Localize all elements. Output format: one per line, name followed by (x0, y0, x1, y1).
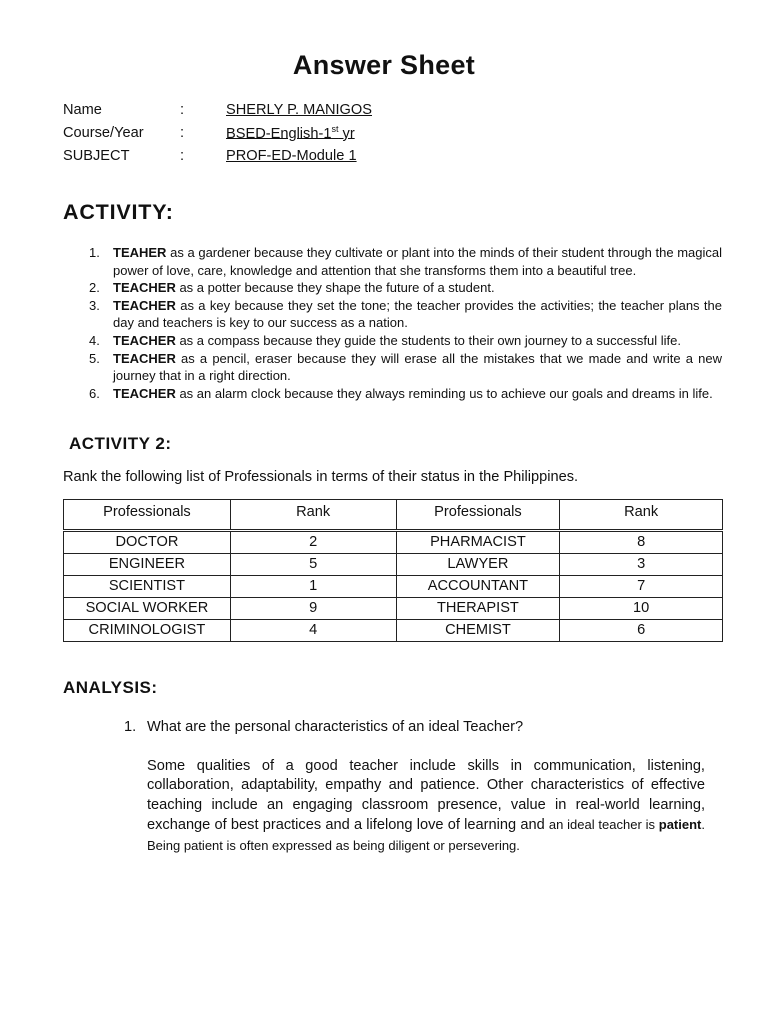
table-cell: 1 (230, 576, 396, 598)
answer-main: Some qualities of a good teacher include skills in communication, listening, collaboration, adaptability, empathy and patience. Other characteristics of effective teaching include an engaging classroom presence, value in real-world learning, exchange of best practices and a lifelong love of learning and (147, 758, 705, 834)
item-number: 3. (89, 297, 100, 313)
table-cell: 9 (230, 598, 396, 620)
item-body: as a key because they set the tone; the teacher provides the activities; the teacher plans the day and teachers is key to our success as a nation. (113, 297, 722, 331)
table-cell: 4 (230, 620, 396, 642)
activity-list (89, 244, 722, 402)
analysis-answer (147, 757, 705, 856)
table-cell: 6 (560, 620, 723, 642)
table-cell: LAWYER (396, 554, 560, 576)
item-body: as an alarm clock because they always reminding us to achieve our goals and dreams in life. (175, 385, 713, 401)
rank-table (63, 499, 723, 642)
question-text: What are the personal characteristics of an ideal Teacher? (147, 719, 524, 735)
table-cell: ACCOUNTANT (396, 576, 560, 598)
analysis-heading: ANALYSIS: (63, 678, 158, 697)
item-text (113, 385, 722, 403)
info-colon: : (180, 147, 185, 164)
item-number: 5. (89, 350, 100, 366)
item-bold: TEAHER (113, 245, 167, 260)
list-item (89, 385, 722, 403)
item-text (113, 332, 722, 350)
list-item (89, 244, 722, 279)
item-bold: TEACHER (113, 297, 176, 313)
course-text: BSED-English-1 (226, 125, 332, 142)
list-item (89, 279, 722, 297)
info-row-name (63, 98, 372, 121)
course-superscript: st (331, 123, 339, 134)
table-row (64, 598, 723, 620)
info-label: Name (63, 101, 102, 118)
answer-small-2: . Being patient is often expressed as being diligent or persevering. (147, 817, 705, 853)
item-body: as a pencil, eraser because they will erase all the mistakes that we made and write a new journey that in a right direction. (113, 350, 722, 384)
answer-small-1: an ideal teacher is (548, 817, 659, 833)
info-value-course (226, 124, 355, 142)
table-cell: 2 (230, 531, 396, 554)
question-number: 1. (124, 719, 137, 735)
table-cell: CHEMIST (396, 620, 560, 642)
list-item (89, 297, 722, 332)
item-text (113, 244, 722, 279)
item-text (113, 350, 722, 385)
table-cell: PHARMACIST (396, 531, 560, 554)
table-cell: THERAPIST (396, 598, 560, 620)
table-cell: 8 (560, 531, 723, 554)
table-cell: 7 (560, 576, 723, 598)
item-number: 6. (89, 385, 100, 401)
item-bold: TEACHER (113, 350, 176, 366)
course-suffix: yr (338, 125, 355, 142)
rank-instruction: Rank the following list of Professionals in terms of their status in the Philippines. (63, 469, 579, 485)
column-header: Professionals (396, 500, 560, 531)
answer-bold: patient (658, 817, 702, 833)
item-text (113, 279, 722, 297)
info-row-course (63, 121, 372, 144)
item-number: 4. (89, 332, 100, 348)
table-row (64, 620, 723, 642)
item-bold: TEACHER (113, 280, 176, 296)
table-row (64, 576, 723, 598)
table-cell: 3 (560, 554, 723, 576)
item-bold: TEACHER (113, 385, 176, 401)
item-body: as a potter because they shape the future of a student. (175, 280, 495, 296)
table-header-row (64, 500, 723, 531)
column-header: Professionals (64, 500, 231, 531)
item-text (113, 297, 722, 332)
info-colon: : (180, 124, 185, 141)
info-value-name: SHERLY P. MANIGOS (226, 101, 372, 118)
table-cell: 5 (230, 554, 396, 576)
student-info (63, 98, 372, 167)
list-item (89, 350, 722, 385)
info-label: Course/Year (63, 124, 144, 141)
item-body: as a gardener because they cultivate or plant into the minds of their student through the magical power of love, care, knowledge and attention that she transforms them into a beautiful tree. (113, 245, 722, 278)
item-bold: TEACHER (113, 332, 176, 348)
table-cell: CRIMINOLOGIST (64, 620, 231, 642)
item-number: 2. (89, 280, 100, 296)
activity2-heading: ACTIVITY 2: (69, 434, 172, 453)
table-cell: SCIENTIST (64, 576, 231, 598)
activity-heading: ACTIVITY: (63, 200, 174, 224)
column-header: Rank (230, 500, 396, 531)
table-row (64, 531, 723, 554)
table-cell: 10 (560, 598, 723, 620)
item-body: as a compass because they guide the students to their own journey to a successful life. (175, 332, 681, 348)
table-cell: ENGINEER (64, 554, 231, 576)
table-row (64, 554, 723, 576)
column-header: Rank (560, 500, 723, 531)
info-value-subject: PROF-ED-Module 1 (226, 147, 357, 164)
page-title: Answer Sheet (292, 50, 476, 80)
info-label: SUBJECT (63, 147, 130, 164)
item-number: 1. (89, 245, 100, 260)
info-row-subject (63, 144, 372, 167)
table-cell: DOCTOR (64, 531, 231, 554)
list-item (89, 332, 722, 350)
table-cell: SOCIAL WORKER (64, 598, 231, 620)
analysis-question (124, 719, 523, 735)
info-colon: : (180, 101, 185, 118)
